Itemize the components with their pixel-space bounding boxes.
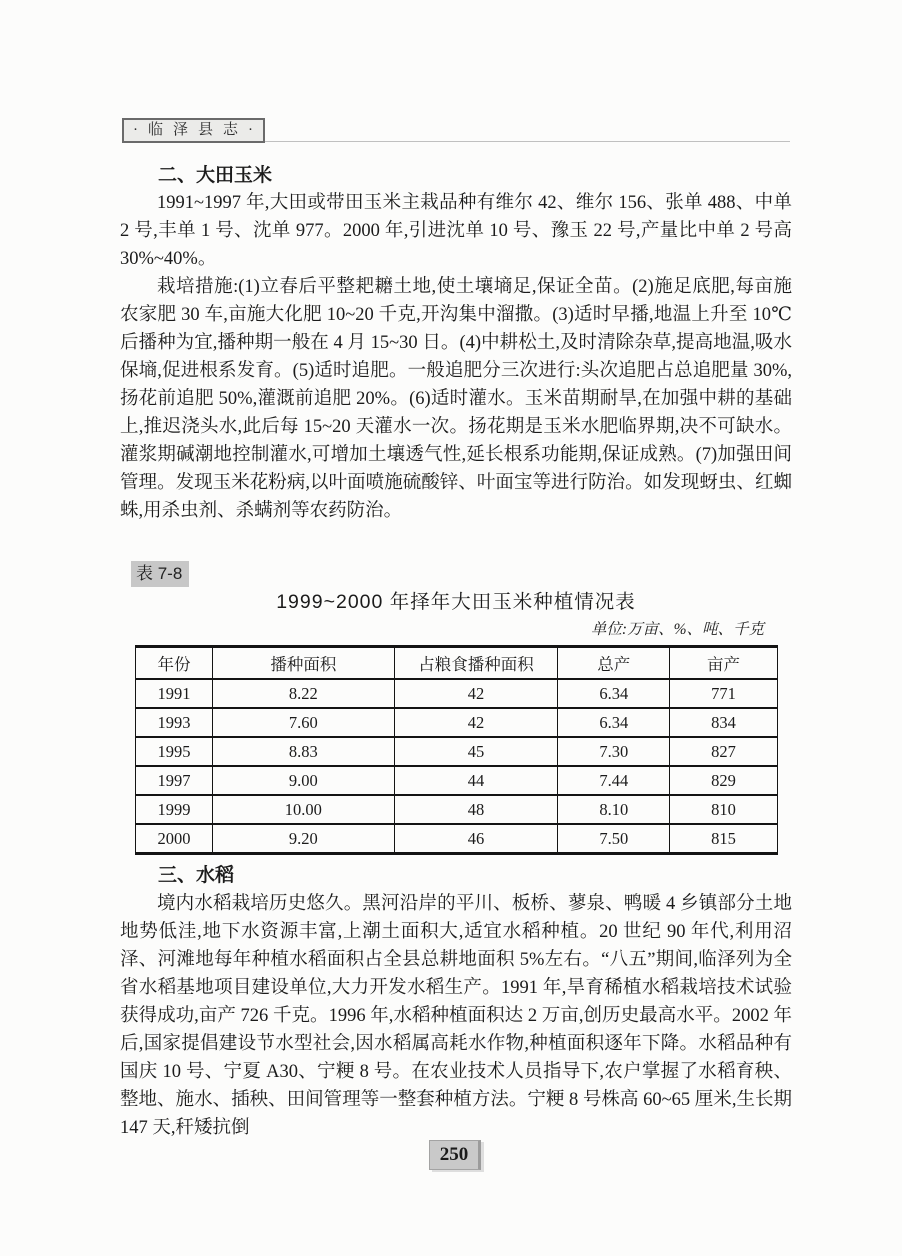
column-header: 总产 xyxy=(558,647,670,680)
table-cell: 1999 xyxy=(136,795,213,824)
table-cell: 44 xyxy=(394,766,558,795)
table-cell: 815 xyxy=(670,824,778,854)
table-cell: 834 xyxy=(670,708,778,737)
table-cell: 48 xyxy=(394,795,558,824)
table-cell: 810 xyxy=(670,795,778,824)
section-heading-corn: 二、大田玉米 xyxy=(158,165,273,186)
table-row xyxy=(136,824,778,854)
table-cell: 7.44 xyxy=(558,766,670,795)
table-cell: 42 xyxy=(394,679,558,708)
column-header: 年份 xyxy=(136,647,213,680)
paragraph: 1991~1997 年,大田或带田玉米主栽品种有维尔 42、维尔 156、张单 488、中单 2 号,丰单 1 号、沈单 977。2000 年,引进沈单 10 号、豫玉 22 号,产量比中单 2 号高 30%~40%。 xyxy=(120,193,792,269)
table-cell: 45 xyxy=(394,737,558,766)
table-cell: 2000 xyxy=(136,824,213,854)
table-cell: 9.20 xyxy=(213,824,395,854)
column-header: 播种面积 xyxy=(213,647,395,680)
table-cell: 6.34 xyxy=(558,679,670,708)
table-header-row xyxy=(136,647,778,680)
table-cell: 6.34 xyxy=(558,708,670,737)
table-number-label: 表 7-8 xyxy=(131,561,189,587)
table-cell: 1993 xyxy=(136,708,213,737)
running-head-box xyxy=(122,118,265,143)
table-row xyxy=(136,766,778,795)
section-heading-rice: 三、水稻 xyxy=(158,865,235,886)
table-header xyxy=(136,647,778,680)
rice-section-body xyxy=(120,890,792,1142)
table-cell: 1991 xyxy=(136,679,213,708)
paragraph: 境内水稻栽培历史悠久。黑河沿岸的平川、板桥、蓼泉、鸭暖 4 乡镇部分土地地势低洼,地下水资源丰富,上潮土面积大,适宜水稻种植。20 世纪 90 年代,利用沼泽、河滩地每年种植水稻面积占全县总耕地面积 5%左右。“八五”期间,临泽列为全省水稻基地项目建设单位,大力开发水稻生产。1991 年,旱育稀植水稻栽培技术试验获得成功,亩产 726 千克。1996 年,水稻种植面积达 2 万亩,创历史最高水平。2002 年后,国家提倡建设节水型社会,因水稻属高耗水作物,种植面积逐年下降。水稻品种有国庆 10 号、宁夏 A30、宁粳 8 号。在农业技术人员指导下,农户掌握了水稻育秧、整地、施水、插秧、田间管理等一整套种植方法。宁粳 8 号株高 60~65 厘米,生长期 147 天,秆矮抗倒 xyxy=(120,894,792,1138)
table-cell: 9.00 xyxy=(213,766,395,795)
table-row xyxy=(136,737,778,766)
table-cell: 46 xyxy=(394,824,558,854)
table-body xyxy=(136,679,778,854)
table-cell: 829 xyxy=(670,766,778,795)
table-unit-note: 单位:万亩、%、吨、千克 xyxy=(590,621,764,638)
table-cell: 1995 xyxy=(136,737,213,766)
table-title: 1999~2000 年择年大田玉米种植情况表 xyxy=(276,591,636,613)
table-cell: 827 xyxy=(670,737,778,766)
table-cell: 1997 xyxy=(136,766,213,795)
column-header: 占粮食播种面积 xyxy=(394,647,558,680)
page-number-badge: 250 xyxy=(429,1140,481,1170)
table-cell: 7.30 xyxy=(558,737,670,766)
table-cell: 42 xyxy=(394,708,558,737)
table-row xyxy=(136,679,778,708)
table-cell: 10.00 xyxy=(213,795,395,824)
table-cell: 8.22 xyxy=(213,679,395,708)
table-cell: 771 xyxy=(670,679,778,708)
table-cell: 8.83 xyxy=(213,737,395,766)
table-cell: 7.50 xyxy=(558,824,670,854)
paragraph: 栽培措施:(1)立春后平整耙耱土地,使土壤墒足,保证全苗。(2)施足底肥,每亩施农家肥 30 车,亩施大化肥 10~20 千克,开沟集中溜撒。(3)适时早播,地温上升至 10℃后播种为宜,播种期一般在 4 月 15~30 日。(4)中耕松土,及时清除杂草,提高地温,吸水保墒,促进根系发育。(5)适时追肥。一般追肥分三次进行:头次追肥占总追肥量 30%,扬花前追肥 50%,灌溉前追肥 20%。(6)适时灌水。玉米苗期耐旱,在加强中耕的基础上,推迟浇头水,此后每 15~20 天灌水一次。扬花期是玉米水肥临界期,决不可缺水。灌浆期碱潮地控制灌水,可增加土壤透气性,延长根系功能期,保证成熟。(7)加强田间管理。发现玉米花粉病,以叶面喷施硫酸锌、叶面宝等进行防治。如发现蚜虫、红蜘蛛,用杀虫剂、杀螨剂等农药防治。 xyxy=(120,277,792,521)
book-title: ·临泽县志· xyxy=(133,122,263,138)
corn-planting-table xyxy=(135,645,778,855)
table-cell: 7.60 xyxy=(213,708,395,737)
table-cell: 8.10 xyxy=(558,795,670,824)
table-row xyxy=(136,795,778,824)
table-row xyxy=(136,708,778,737)
corn-section-body xyxy=(120,189,792,525)
column-header: 亩产 xyxy=(670,647,778,680)
